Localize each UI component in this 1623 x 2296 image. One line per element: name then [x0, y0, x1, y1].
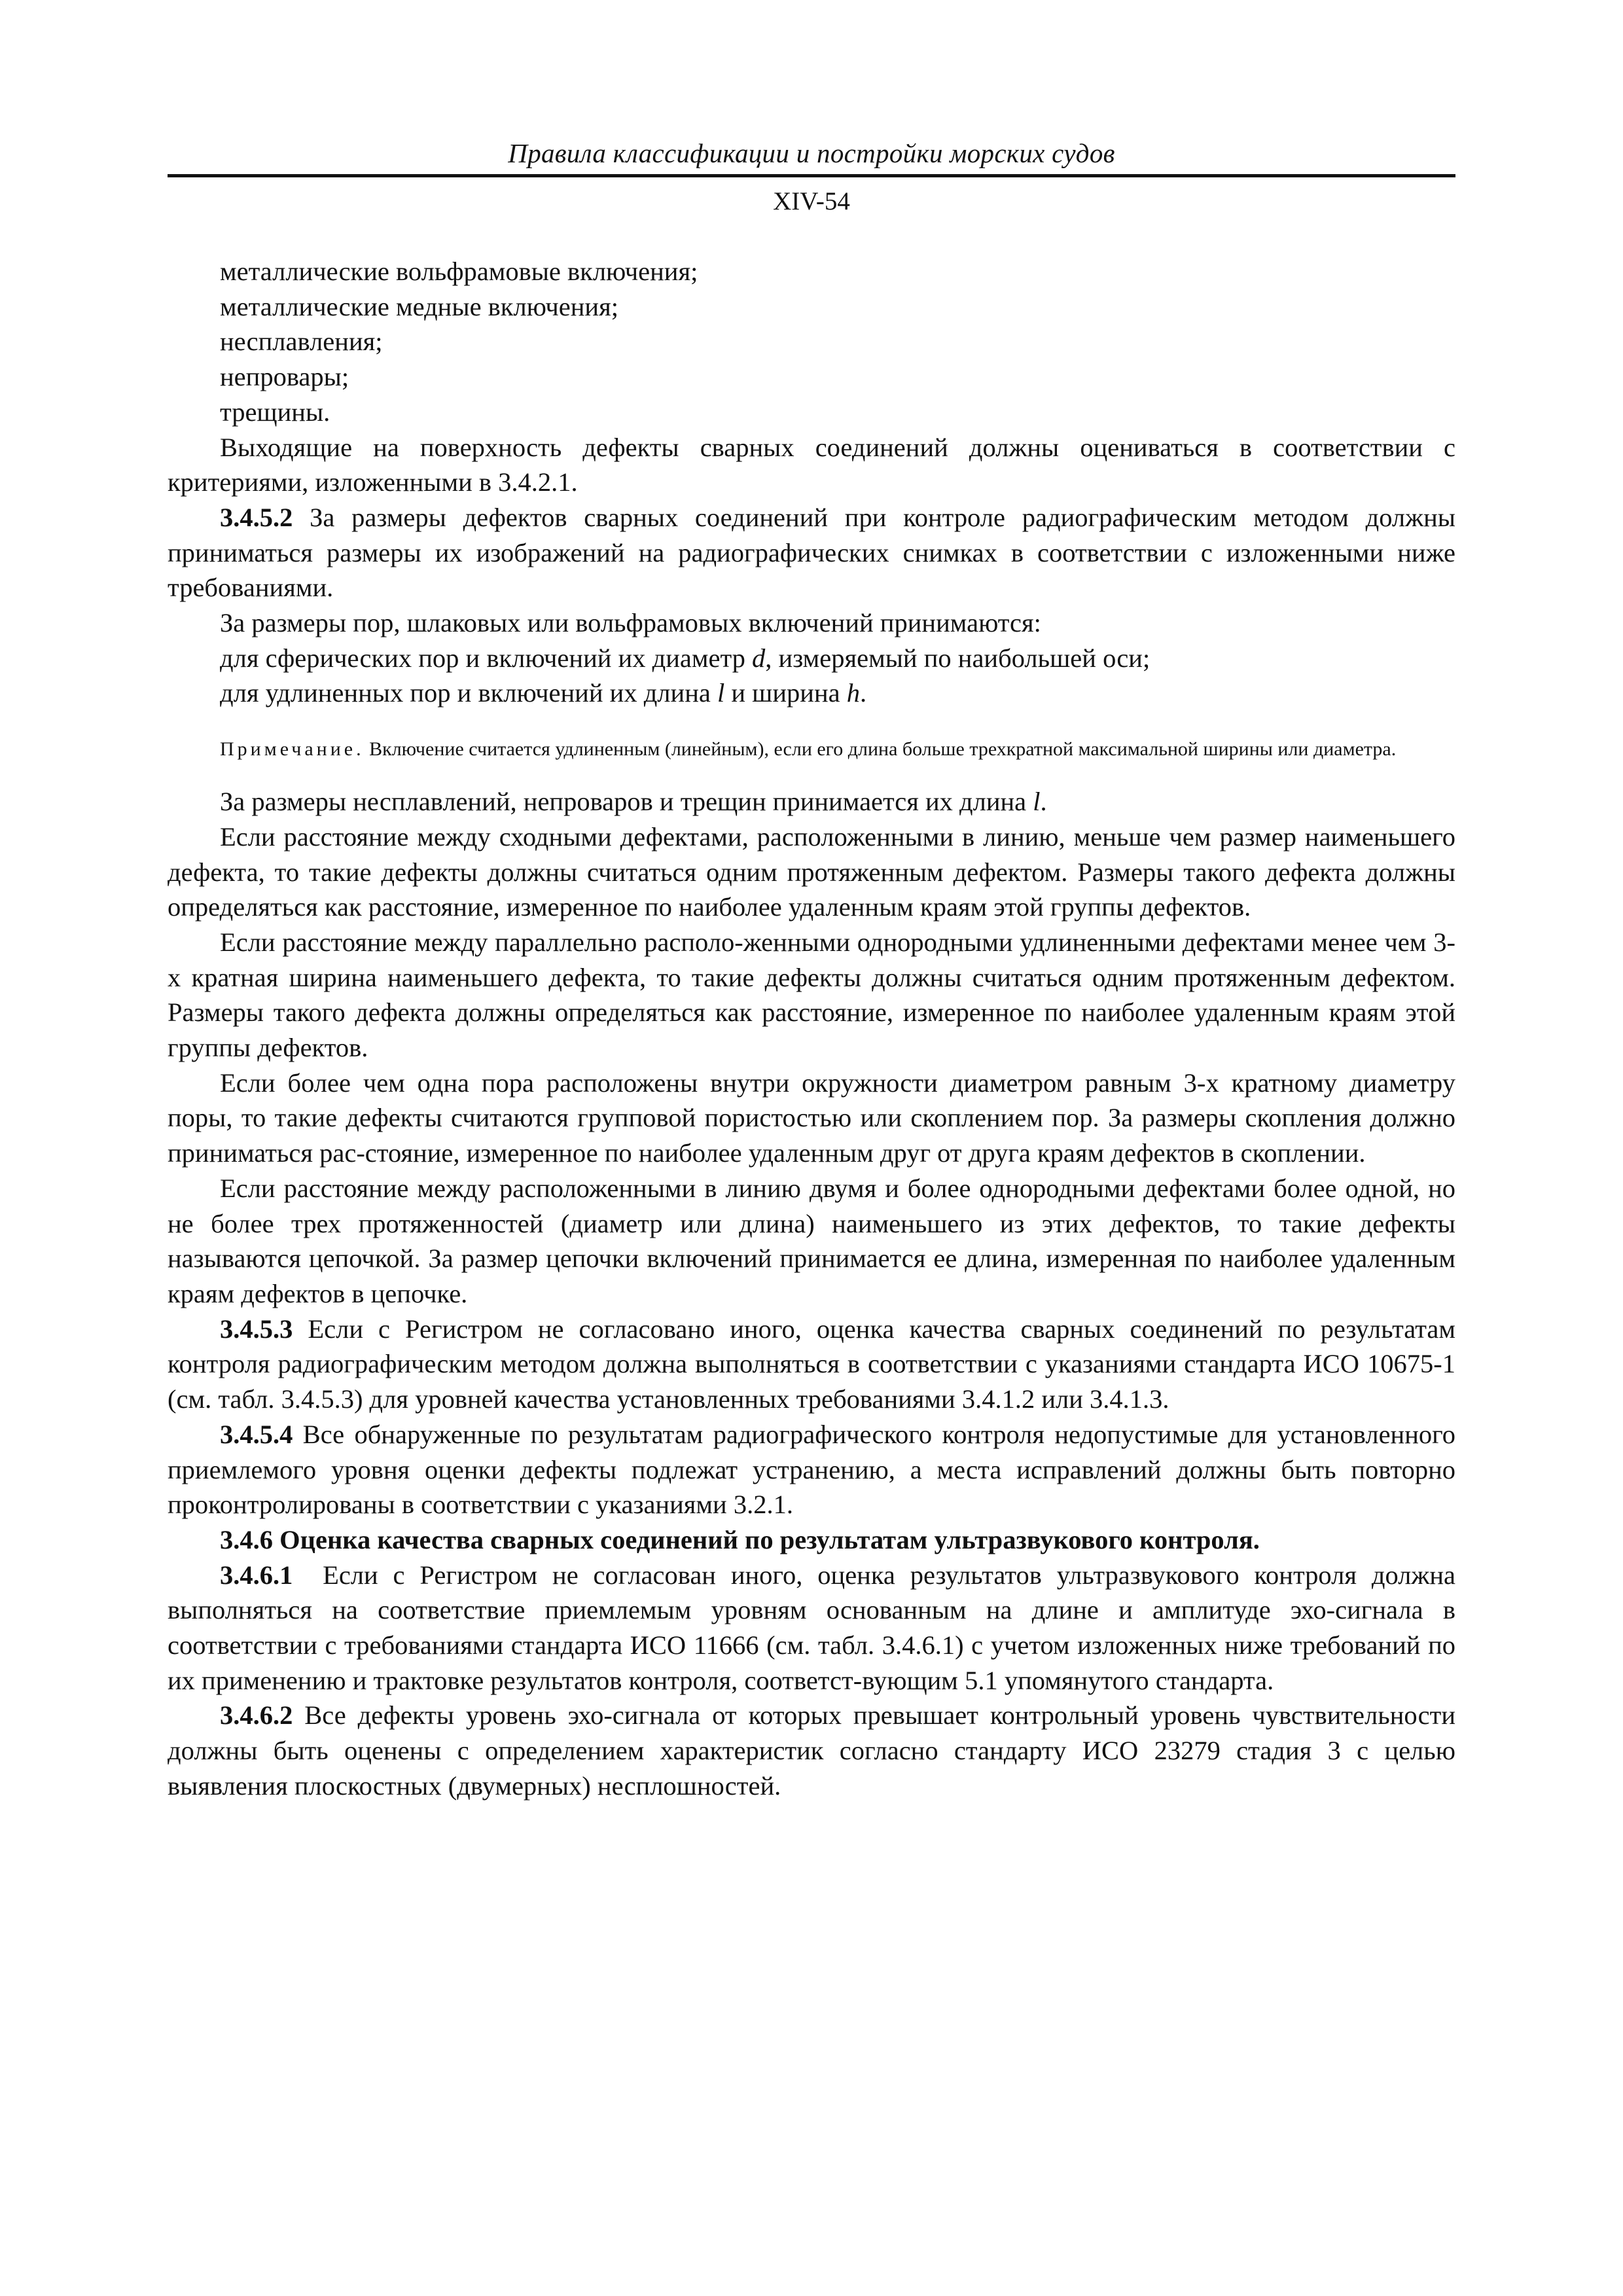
- paragraph-elongated: [168, 675, 1455, 711]
- section-heading: 3.4.6 Оценка качества сварных соединений по результатам ультразвукового контроля.: [220, 1524, 1260, 1554]
- variable-d: d: [752, 643, 766, 673]
- paragraph-surface-defects: Выходящие на поверхность дефекты сварных соединений должны оцениваться в соответствии с критериями, изложенными в 3.4.2.1.: [168, 432, 1455, 497]
- text-run: .: [859, 678, 867, 708]
- text-run: для сферических пор и включений их диаметр: [220, 643, 753, 673]
- document-body: [168, 254, 1463, 1804]
- paragraph-chain: Если расстояние между расположенными в линию двумя и более однородными дефектами более одной, но не более трех протяженностей (диаметр или длина) наименьшего из этих дефектов, то такие дефекты называются цепочкой. За размер цепочки включений принимается ее длина, измеренная по наиболее удаленным краям дефектов в цепочке.: [168, 1173, 1455, 1308]
- text-run: и ширина: [724, 678, 847, 708]
- section-3-4-5-3: [168, 1312, 1455, 1417]
- section-number: 3.4.6.1: [220, 1560, 293, 1590]
- section-number: 3.4.6.2: [220, 1700, 293, 1731]
- text-run: За размеры несплавлений, непроваров и трещин принимается их длина: [220, 787, 1033, 817]
- section-text: Все обнаруженные по результатам радиографического контроля недопустимые для установленного приемлемого уровня оценки дефекты подлежат устранению, а места исправлений должны быть повторно проконтролированы в соответствии с указаниями 3.2.1.: [168, 1419, 1455, 1520]
- running-header-title: Правила классификации и постройки морских судов: [508, 138, 1115, 168]
- header-rule: [168, 174, 1455, 177]
- section-3-4-5-2: [168, 500, 1455, 605]
- paragraph-spherical: [168, 641, 1455, 676]
- list-item: металлические медные включения;: [220, 291, 618, 321]
- page-number: XIV-54: [773, 187, 850, 215]
- section-3-4-6-1: [168, 1558, 1463, 1698]
- variable-h: h: [846, 678, 860, 708]
- section-number: 3.4.5.3: [220, 1314, 293, 1344]
- list-item: трещины.: [220, 397, 330, 427]
- section-text: За размеры дефектов сварных соединений при контроле радиографическим методом должны приниматься размеры их изображений на радиографических снимках в соответствии с изложенными ниже требованиями.: [168, 502, 1455, 603]
- list-item: металлические вольфрамовые включения;: [220, 257, 698, 286]
- paragraph-parallel-defects: Если расстояние между параллельно располо-женными однородными удлиненными дефектами менее чем 3-х кратная ширина наименьшего дефекта, то такие дефекты должны считаться одним протяженным дефектом. Размеры такого дефекта должны определяться как расстояние, измеренное по наиболее удаленным краям этой группы дефектов.: [168, 927, 1455, 1063]
- section-3-4-5-4: [168, 1417, 1455, 1522]
- section-number: 3.4.5.4: [220, 1419, 293, 1449]
- section-text: Если с Регистром не согласован иного, оценка результатов ультразвукового контроля должна выполняться на соответствие приемлемым уровням основанным на длине и амплитуде эхо-сигнала в соответствии с требованиями стандарта ИСО 11666 (см. табл. 3.4.6.1) с учетом изложенных ниже требований по их применению и трактовке результатов контроля, соответст-вующим 5.1 упомянутого стандарта.: [168, 1560, 1463, 1695]
- note-label: Примечание.: [220, 738, 365, 761]
- section-text: Если с Регистром не согласовано иного, оценка качества сварных соединений по результатам контроля радиографическим методом должна выполняться в соответствии с указаниями стандарта ИСО 10675-1 (см. табл. 3.4.5.3) для уровней качества установленных требованиями 3.4.1.2 или 3.4.1.3.: [168, 1314, 1455, 1414]
- text-run: , измеряемый по наибольшей оси;: [765, 643, 1150, 673]
- paragraph-group-porosity: Если более чем одна пора расположены внутри окружности диаметром равным 3-х кратному диаметру поры, то такие дефекты считаются групповой пористостью или скоплением пор. За размеры скопления должно приниматься рас-стояние, измеренное по наиболее удаленным друг от друга краям дефектов в скоплении.: [168, 1067, 1455, 1168]
- paragraph-lack-fusion: [168, 784, 1455, 819]
- paragraph-pores-intro: За размеры пор, шлаковых или вольфрамовых включений принимаются:: [220, 608, 1041, 638]
- list-item: непровары;: [220, 362, 349, 392]
- note: [168, 737, 1455, 762]
- variable-l: l: [1033, 787, 1041, 817]
- text-run: для удлиненных пор и включений их длина: [220, 678, 717, 708]
- section-number: 3.4.5.2: [220, 502, 293, 532]
- variable-l: l: [717, 678, 725, 708]
- list-item: несплавления;: [220, 327, 383, 357]
- text-run: .: [1040, 787, 1047, 817]
- section-3-4-6-2: [168, 1698, 1455, 1803]
- paragraph-similar-defects: Если расстояние между сходными дефектами, расположенными в линию, меньше чем размер наименьшего дефекта, то такие дефекты должны считаться одним протяженным дефектом. Размеры такого дефекта должны определяться как расстояние, измеренное по наиболее удаленным краям этой группы дефектов.: [168, 821, 1455, 922]
- section-3-4-6-heading: [168, 1522, 1455, 1558]
- note-text: Включение считается удлиненным (линейным), если его длина больше трехкратной максимальной ширины или диаметра.: [364, 738, 1397, 761]
- section-text: Все дефекты уровень эхо-сигнала от которых превышает контрольный уровень чувствительности должны быть оценены с определением характеристик согласно стандарту ИСО 23279 стадия 3 с целью выявления плоскостных (двумерных) несплошностей.: [168, 1700, 1455, 1801]
